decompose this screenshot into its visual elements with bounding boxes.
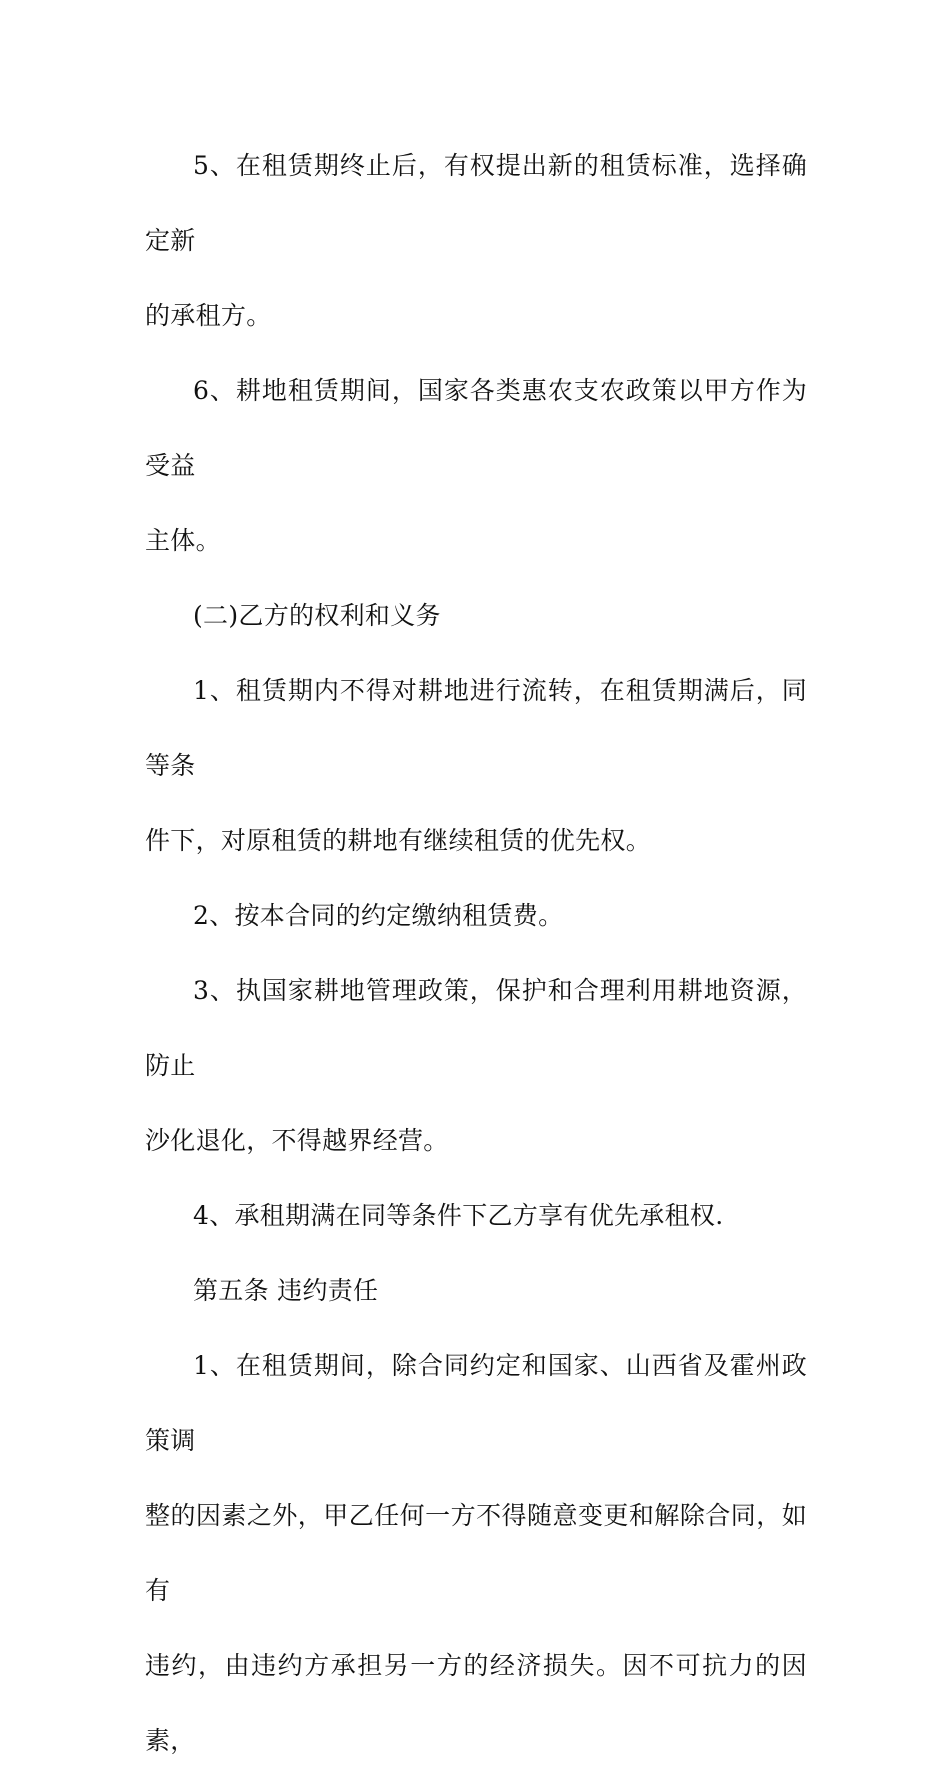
para-lessee-right-2: 2、按本合同的约定缴纳租赁费。	[193, 901, 564, 930]
para-breach-1-cont-b: 违约，由违约方承担另一方的经济损失。因不可抗力的因素，	[145, 1651, 807, 1755]
section-heading-lessee-rights: (二)乙方的权利和义务	[193, 601, 441, 630]
para-breach-1-cont-a: 整的因素之外，甲乙任何一方不得随意变更和解除合同，如有	[145, 1501, 807, 1605]
para-lessor-right-5: 5、在租赁期终止后，有权提出新的租赁标准，选择确定新	[145, 151, 807, 255]
para-lessee-right-1-cont: 件下，对原租赁的耕地有继续租赁的优先权。	[145, 826, 652, 855]
para-lessee-right-4: 4、承租期满在同等条件下乙方享有优先承租权.	[193, 1201, 724, 1230]
para-lessor-right-6: 6、耕地租赁期间，国家各类惠农支农政策以甲方作为受益	[145, 376, 807, 480]
document-body	[145, 128, 807, 1778]
para-lessee-right-3-cont: 沙化退化，不得越界经营。	[145, 1126, 449, 1155]
para-lessee-right-1: 1、租赁期内不得对耕地进行流转，在租赁期满后，同等条	[145, 676, 807, 780]
para-lessor-right-6-cont: 主体。	[145, 526, 221, 555]
para-lessor-right-5-cont: 的承租方。	[145, 301, 272, 330]
article-heading-breach: 第五条 违约责任	[193, 1276, 379, 1305]
para-lessee-right-3: 3、执国家耕地管理政策，保护和合理利用耕地资源，防止	[145, 976, 807, 1080]
para-breach-1: 1、在租赁期间，除合同约定和国家、山西省及霍州政策调	[145, 1351, 807, 1455]
